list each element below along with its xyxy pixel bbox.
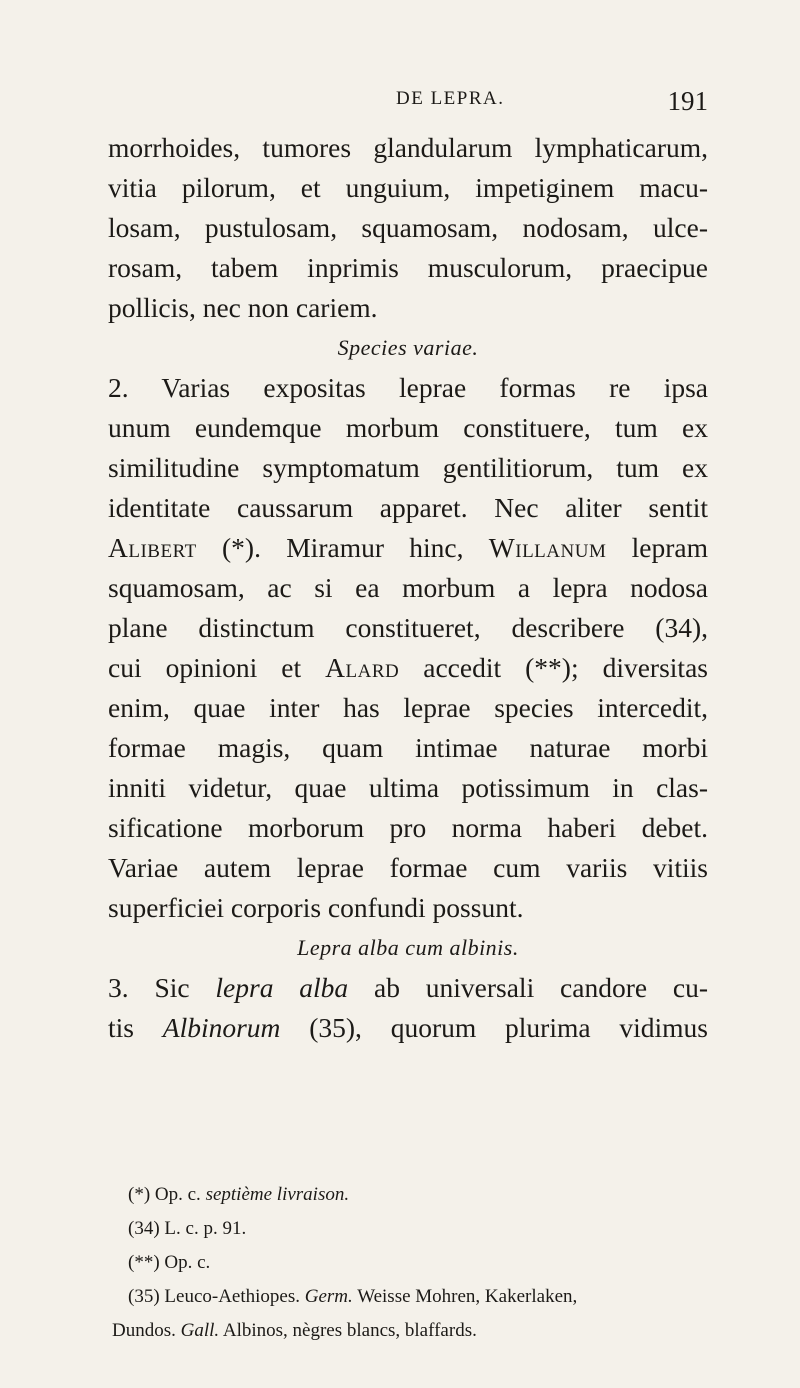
text-line	[108, 1008, 708, 1048]
footnote	[128, 1178, 708, 1212]
author-name: Alibert	[108, 532, 197, 563]
paragraph-3	[108, 968, 708, 1048]
footnote-italic: Gall.	[180, 1320, 220, 1341]
footnote: (**) Op. c.	[128, 1252, 211, 1273]
text-line: vitia pilorum, et unguium, impetiginem macu-	[108, 172, 708, 203]
text-run: lepram	[606, 532, 708, 563]
page-number: 191	[667, 86, 708, 116]
text-line: squamosam, ac si ea morbum a lepra nodosa	[108, 572, 708, 603]
text-line: sificatione morborum pro norma haberi debet.	[108, 812, 708, 843]
italic-term: lepra alba	[215, 972, 349, 1003]
text-run: tis	[108, 1012, 163, 1043]
section-heading-species: Species variae.	[337, 335, 479, 360]
running-head-title: DE LEPRA.	[396, 88, 505, 109]
text-line: plane distinctum constitueret, describere (34),	[108, 612, 708, 643]
text-line: formae magis, quam intimae naturae morbi	[108, 732, 708, 763]
text-line: Variae autem leprae formae cum variis vitiis	[108, 852, 708, 883]
text-line: losam, pustulosam, squamosam, nodosam, ulce-	[108, 212, 708, 243]
paragraph-1	[108, 128, 708, 328]
text-run: 3. Sic	[108, 972, 216, 1003]
author-name: Alard	[325, 652, 400, 683]
footnotes	[112, 1178, 708, 1348]
text-run: (35), quorum plurima vidimus	[280, 1012, 708, 1043]
text-line: 2. Varias expositas leprae formas re ipsa	[108, 372, 708, 403]
text-line: rosam, tabem inprimis musculorum, praecipue	[108, 252, 708, 283]
footnote-italic: septième livraison.	[205, 1184, 350, 1205]
text-line: superficiei corporis confundi possunt.	[108, 892, 524, 923]
text-line: similitudine symptomatum gentilitiorum, tum ex	[108, 452, 708, 483]
text-line: pollicis, nec non cariem.	[108, 292, 378, 323]
body-text	[108, 128, 708, 1048]
text-line: morrhoides, tumores glandularum lymphaticarum,	[108, 132, 708, 163]
text-line	[108, 528, 708, 568]
text-line: unum eundemque morbum constituere, tum ex	[108, 412, 708, 443]
paragraph-2	[108, 368, 708, 928]
text-run: cui opinioni et	[108, 652, 326, 683]
footnote-text: Weisse Mohren, Kakerlaken,	[352, 1286, 578, 1307]
author-name: Willanum	[488, 532, 607, 563]
footnote-text: (35) Leuco-Aethiopes.	[128, 1286, 305, 1307]
text-run: accedit (**); diversitas	[399, 652, 708, 683]
text-line	[108, 648, 708, 688]
text-run: ab universali candore cu-	[348, 972, 708, 1003]
footnote-text: Dundos.	[112, 1320, 181, 1341]
text-line: identitate caussarum apparet. Nec aliter sentit	[108, 492, 708, 523]
footnote-italic: Germ.	[304, 1286, 353, 1307]
italic-term: Albinorum	[162, 1012, 281, 1043]
text-line: inniti videtur, quae ultima potissimum in clas-	[108, 772, 708, 803]
footnote	[128, 1280, 708, 1314]
footnote: (34) L. c. p. 91.	[128, 1218, 247, 1239]
section-heading-lepra-alba: Lepra alba cum albinis.	[297, 935, 519, 960]
running-head	[108, 88, 708, 122]
text-line: enim, quae inter has leprae species intercedit,	[108, 692, 708, 723]
text-run: (*). Miramur hinc,	[196, 532, 489, 563]
text-line	[108, 968, 708, 1008]
footnote-continuation	[112, 1314, 708, 1348]
footnote-text: (*) Op. c.	[128, 1184, 206, 1205]
footnote-text: Albinos, nègres blancs, blaffards.	[219, 1320, 477, 1341]
